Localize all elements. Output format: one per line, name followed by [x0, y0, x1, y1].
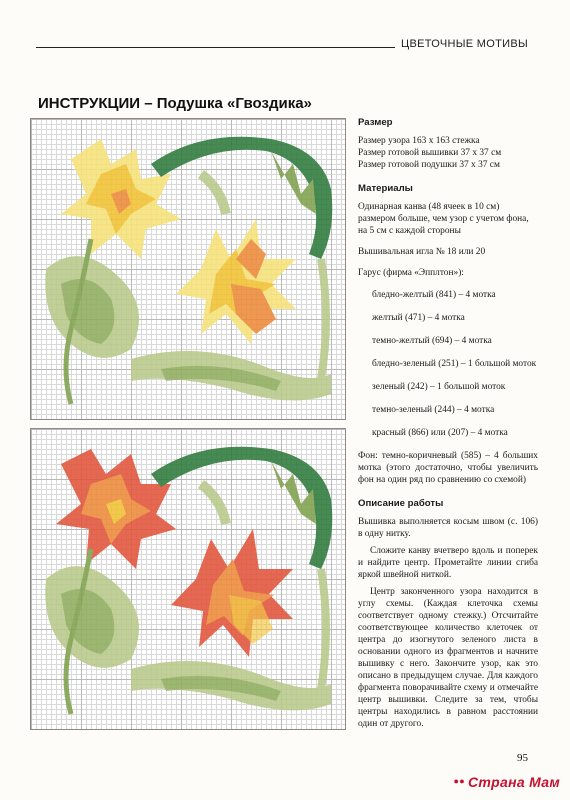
- instructions-column: [358, 117, 538, 742]
- pattern-size: Размер узора 163 х 163 стежка: [358, 136, 480, 146]
- work-description-section: [358, 498, 538, 730]
- cross-stitch-chart-red: [30, 428, 346, 730]
- materials-section: [358, 183, 538, 486]
- needle-description: Вышивальная игла № 18 или 20: [358, 247, 486, 257]
- finished-cushion-size: Размер готовой подушки 37 х 37 см: [358, 160, 500, 170]
- materials-heading: Материалы: [358, 183, 413, 194]
- work-paragraph: Вышивка выполняется косым швом (с. 106) в одну нитку.: [358, 517, 538, 539]
- page-title: ИНСТРУКЦИИ – Подушка «Гвоздика»: [38, 95, 312, 112]
- header-rule: [36, 47, 414, 48]
- section-title: ЦВЕТОЧНЫЕ МОТИВЫ: [395, 38, 528, 50]
- page-number: 95: [517, 752, 528, 764]
- yarn-title: Гарус (фирма «Эпплтон»):: [358, 268, 464, 278]
- canvas-description: Одинарная канва (48 ячеек в 10 см) размером больше, чем узор с учетом фона, на 5 см с каждой стороны: [358, 202, 529, 236]
- list-item: темно-зеленый (244) – 4 мотка: [372, 405, 495, 415]
- list-item: красный (866) или (207) – 4 мотка: [372, 428, 508, 438]
- list-item: бледно-желтый (841) – 4 мотка: [372, 290, 496, 300]
- size-heading: Размер: [358, 117, 393, 128]
- work-paragraph: Центр законченного узора находится в углу схемы. (Каждая клеточка схемы соответствует одному стежку.) Отсчитайте соответствующее количество клеточек от центра до изогнутого зеленого листа в основании одного из фрагментов и начните вышивку с него. Закончите узор, как это описано в предыдущем случае. Для каждого фрагмента поворачивайте схему и отмечайте центр вышивки. Следите за тем, чтобы центры находились в равном расстоянии один от другого.: [358, 587, 538, 729]
- finished-embroidery-size: Размер готовой вышивки 37 х 37 см: [358, 148, 502, 158]
- cross-stitch-chart-yellow: [30, 118, 346, 420]
- watermark-dots-icon: ●●: [453, 776, 465, 786]
- work-paragraph: Сложите канву вчетверо вдоль и поперек и найдите центр. Прометайте линии сгиба яркой швейной ниткой.: [358, 546, 538, 580]
- site-watermark: [454, 774, 561, 790]
- list-item: зеленый (242) – 1 большой моток: [372, 382, 506, 392]
- list-item: желтый (471) – 4 мотка: [372, 313, 465, 323]
- background-yarn: Фон: темно-коричневый (585) – 4 больших мотка (этого достаточно, чтобы увеличить фон на один ряд по сравнению со схемой): [358, 451, 538, 485]
- red-carnation-artwork: [31, 429, 345, 729]
- yellow-carnation-artwork: [31, 119, 345, 419]
- watermark-text: Страна Мам: [467, 774, 560, 790]
- list-item: темно-желтый (694) – 4 мотка: [372, 336, 492, 346]
- yarn-list: [358, 289, 538, 439]
- work-heading: Описание работы: [358, 498, 444, 509]
- size-section: [358, 117, 538, 171]
- list-item: бледно-зеленый (251) – 1 большой моток: [372, 359, 537, 369]
